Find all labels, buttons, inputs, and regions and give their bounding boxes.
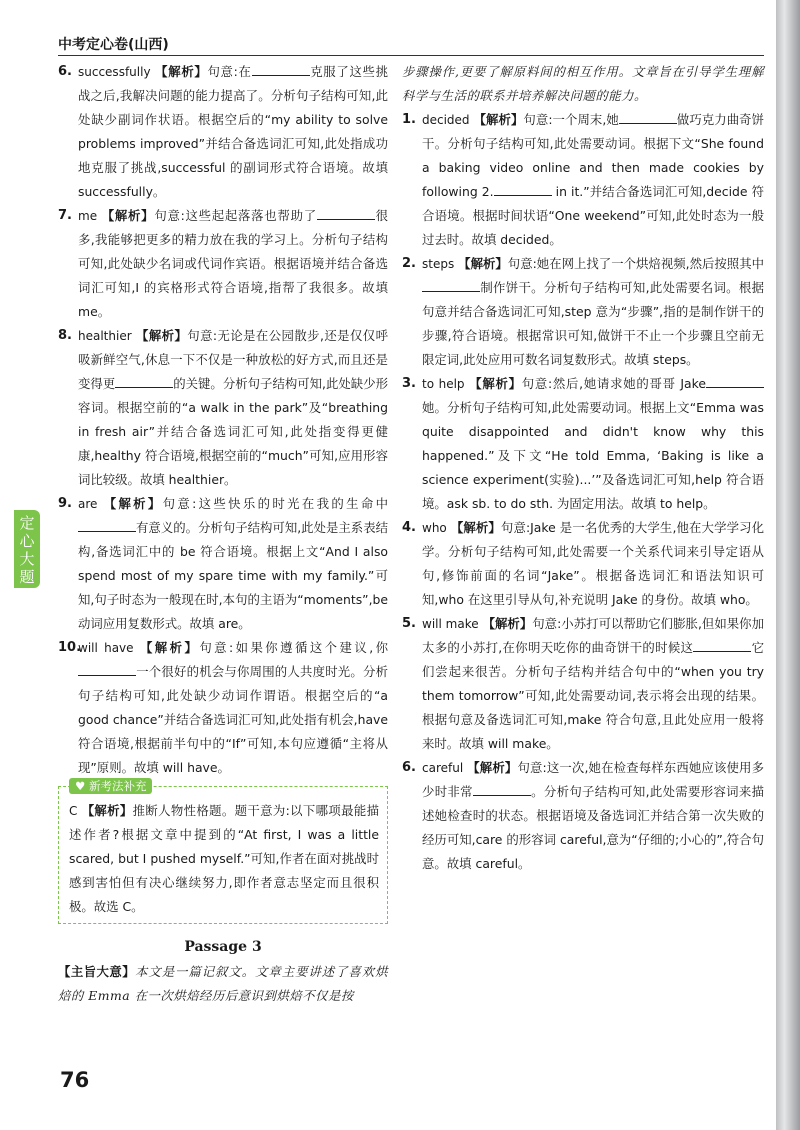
answer-item (402, 612, 764, 756)
item-text-post: 她。分析句子结构可知,此处需要动词。根据上文“Emma was quite disappointed and didn't know why this happened.”及下文“He told Emma, ‘Baking is like a science experiment(实验)...’”及备选词汇可知,help 符合语境。ask sb. to do sth. 为固定用法。故填 to help。 (422, 400, 764, 511)
fill-blank (422, 277, 480, 292)
analysis-tag: 【解析】 (155, 64, 208, 79)
item-text-pre: 句意:这些起起落落也帮助了 (154, 208, 317, 223)
item-text-pre: 句意:Jake 是一名优秀的大学生,他在大学学习化学。分析句子结构可知,此处需要一个关系代词来引导定语从句,修饰前面的名词“Jake”。根据备选词汇和语法知识可知,who 在这里引导从句,补充说明 Jake 的身份。故填 who。 (422, 520, 765, 607)
item-text-post: 。分析句子结构可知,此处需要形容词来描述她检查时的状态。根据语境及备选词汇并结合第一次失败的经历可知,care 的形容词 careful,意为“仔细的;小心的”,符合句意。故填 careful。 (422, 784, 764, 871)
item-text-post: 它们尝起来很苦。分析句子结构并结合句中的“when you try them tomorrow”可知,此处需要动词,表示将会出现的结果。根据句意及备选词汇可知,make 符合句意,且此处应用一般将来时。故填 will make。 (422, 640, 764, 751)
fill-blank (115, 373, 173, 388)
item-answer: will have (78, 641, 134, 655)
fill-blank (78, 661, 136, 676)
item-text-post: 做巧克力曲奇饼干。分析句子结构可知,此处需要动词。根据下文“She found a baking video online and then made cookies by following 2. (422, 112, 765, 199)
item-text-post: 很多,我能够把更多的精力放在我的学习上。分析句子结构可知,此处缺少名词或代词作宾语。根据语境并结合备选词汇可知,I 的宾格形式符合语境,指帮了我很多。故填 me。 (78, 208, 388, 319)
item-text-post: 的关键。分析句子结构可知,此处缺少形容词。根据空前的“a walk in the park”及“breathing in fresh air”并结合备选词汇可知,此处指变得更健康,healthy 符合语境,根据空前的“much”可知,应用形容词比较级。故填 healthier。 (78, 376, 388, 487)
item-number: 10. (58, 640, 82, 655)
summary (58, 960, 388, 1008)
right-column (402, 60, 764, 876)
answer-item (58, 204, 388, 324)
analysis-tag: 【解析】 (103, 496, 163, 511)
page-number: 76 (60, 1068, 90, 1092)
item-text-post: 克服了这些挑战之后,我解决问题的能力提高了。分析句子结构可知,此处缺少副词作状语。根据空后的“my ability to solve problems improved”并结合备选词汇可知,此处指成功地克服了挑战,successful 的副词形式符合语境。故填 successfully。 (78, 64, 388, 199)
fill-blank (78, 517, 136, 532)
book-edge (776, 0, 800, 1130)
supplement-title: ♥ 新考法补充 (69, 778, 152, 794)
answer-item (402, 516, 764, 612)
item-answer: will make (422, 617, 479, 631)
item-text-pre: 句意:无论是在公园散步,还是仅仅呼吸新鲜空气,休息一下不仅是一种放松的好方式,而且还是变得更 (78, 328, 388, 391)
item-text-pre: 句意:小苏打可以帮助它们膨胀,但如果你加太多的小苏打,在你明天吃你的曲奇饼干的时候这 (422, 616, 764, 655)
fill-blank (706, 373, 764, 388)
answer-item (402, 372, 764, 516)
item-text-pre: 句意:如果你遵循这个建议,你 (199, 640, 388, 655)
item-answer: successfully (78, 65, 151, 79)
summary-tag: 【主旨大意】 (58, 964, 136, 979)
fill-blank (693, 637, 751, 652)
item-number: 4. (402, 520, 416, 535)
passage-title: Passage 3 (184, 939, 262, 955)
fill-blank (619, 109, 677, 124)
analysis-tag: 【解析】 (482, 616, 533, 631)
item-text-pre: 句意:这些快乐的时光在我的生命中 (162, 496, 388, 511)
answer-item (58, 324, 388, 492)
left-column (58, 60, 388, 1008)
item-number: 1. (402, 112, 416, 127)
analysis-tag: 【解析】 (136, 328, 188, 343)
summary-body: 本文是一篇记叙文。文章主要讲述了喜欢烘焙的 Emma 在一次烘焙经历后意识到烘焙不仅是按 (58, 964, 389, 1003)
item-answer: who (422, 521, 447, 535)
item-number: 7. (58, 208, 72, 223)
analysis-tag: 【解析】 (473, 112, 524, 127)
item-text-post: 有意义的。分析句子结构可知,此处是主系表结构,备选词汇中的 be 符合语境。根据上文“And I also spend most of my spare time with my family.”可知,句子时态为一般现在时,本句的主语为“moments”,be 动词应用复数形式。故填 are。 (78, 520, 388, 631)
header-divider (58, 55, 764, 56)
item-text-pre: 句意:在 (207, 64, 252, 79)
item-text-post: 制作饼干。分析句子结构可知,此处需要名词。根据句意并结合备选词汇可知,step 意为“步骤”,指的是制作饼干的步骤,符合语境。根据常识可知,做饼干不止一个步骤且空前无限定词,此处应用可数名词复数形式。故填 steps。 (422, 280, 764, 367)
item-answer: healthier (78, 329, 132, 343)
item-answer: careful (422, 761, 464, 775)
summary-continued: 步骤操作,更要了解原料间的相互作用。文章旨在引导学生理解科学与生活的联系并培养解决问题的能力。 (402, 64, 764, 103)
item-number: 2. (402, 256, 416, 271)
fill-blank (317, 205, 375, 220)
analysis-tag: 【解析】 (458, 256, 508, 271)
answer-item (402, 756, 764, 876)
item-number: 3. (402, 376, 416, 391)
item-number: 8. (58, 328, 72, 343)
item-number: 6. (402, 760, 416, 775)
analysis-tag: 【解析】 (139, 640, 200, 655)
item-answer: decided (422, 113, 470, 127)
supplement-tag: 【解析】 (81, 803, 133, 818)
supplement-body: 推断人物性格题。题干意为:以下哪项最能描述作者?根据文章中提到的“At first, I was a little scared, but I pushed myself.”可知,作者在面对挑战时感到害怕但有决心继续努力,即作者意志坚定而且很积极。故选 C。 (69, 803, 379, 914)
supplement-box (58, 779, 388, 924)
item-text-pre: 句意:一个周末,她 (523, 112, 619, 127)
fill-blank (494, 181, 552, 196)
fill-blank (252, 61, 310, 76)
answer-item (58, 492, 388, 636)
item-answer: are (78, 497, 98, 511)
fill-blank (473, 781, 531, 796)
analysis-tag: 【解析】 (469, 376, 522, 391)
analysis-tag: 【解析】 (101, 208, 155, 223)
page-header: 中考定心卷(山西) (58, 37, 169, 53)
side-tab: 定心大题 (14, 510, 40, 588)
item-answer: me (78, 209, 98, 223)
analysis-tag: 【解析】 (450, 520, 501, 535)
item-number: 9. (58, 496, 72, 511)
item-number: 6. (58, 64, 72, 79)
answer-item (402, 108, 764, 252)
item-answer: steps (422, 257, 455, 271)
item-text-pre: 句意:然后,她请求她的哥哥 Jake (521, 376, 707, 391)
supplement-answer: C (69, 804, 78, 818)
item-answer: to help (422, 377, 465, 391)
item-text-pre: 句意:这一次,她在检查每样东西她应该使用多少时非常 (422, 760, 764, 799)
answer-item (58, 60, 388, 204)
item-text-pre: 句意:她在网上找了一个烘焙视频,然后按照其中 (507, 256, 764, 271)
item-text-post2: in it.”并结合备选词汇可知,decide 符合语境。根据时间状语“One weekend”可知,此处时态为一般过去时。故填 decided。 (422, 184, 764, 247)
answer-item (402, 252, 764, 372)
item-text-post: 一个很好的机会与你周围的人共度时光。分析句子结构可知,此处缺少动词作谓语。根据空后的“a good chance”并结合备选词汇可知,此处指有机会,have 符合语境,根据前半句中的“If”可知,本句应遵循“主将从现”原则。故填 will have。 (78, 664, 388, 775)
item-number: 5. (402, 616, 416, 631)
answer-item (58, 636, 388, 780)
analysis-tag: 【解析】 (467, 760, 518, 775)
